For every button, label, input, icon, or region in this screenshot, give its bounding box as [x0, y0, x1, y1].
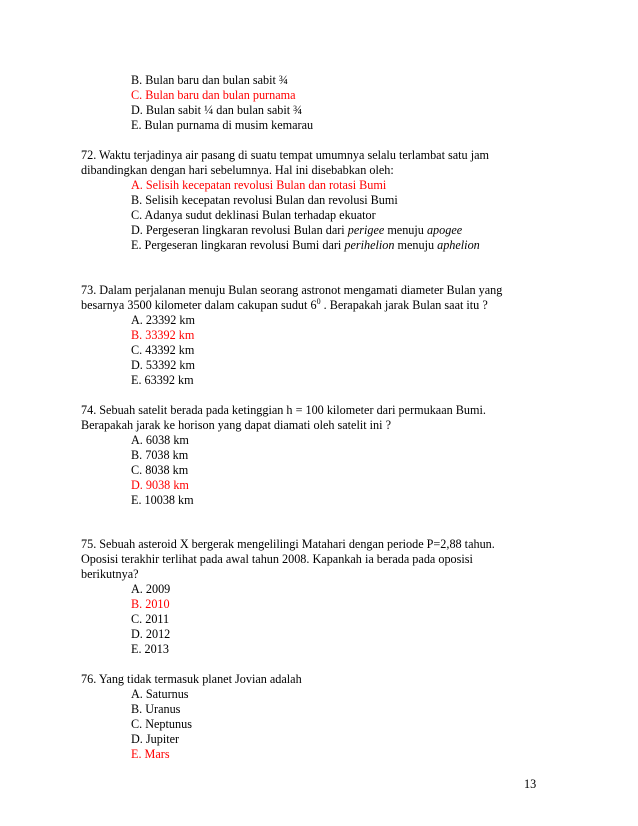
q72-text-line-2: dibandingkan dengan hari sebelumnya. Hal ini disebabkan oleh:: [81, 163, 394, 177]
q72-option-e-mid: menuju: [394, 238, 438, 252]
q73-option-d: D. 53392 km: [131, 358, 195, 372]
q76-option-d: D. Jupiter: [131, 732, 180, 746]
q75-option-c: C. 2011: [131, 612, 170, 626]
q73-text-line-2: [81, 298, 488, 313]
q72-option-e-pre: E. Pergeseran lingkaran revolusi Bumi dari: [131, 238, 345, 252]
q76-option-c: C. Neptunus: [131, 717, 192, 731]
q74-option-d-answer: D. 9038 km: [131, 478, 189, 492]
prev-option-d: D. Bulan sabit ¼ dan bulan sabit ¾: [131, 103, 303, 117]
q72-option-d-apogee: apogee: [426, 223, 463, 237]
q75-text-line-2: Oposisi terakhir terlihat pada awal tahun 2008. Kapankah ia berada pada oposisi: [81, 552, 473, 566]
q73-text-line-1: 73. Dalam perjalanan menuju Bulan seorang astronot mengamati diameter Bulan yang: [81, 283, 503, 297]
prev-option-b: B. Bulan baru dan bulan sabit ¾: [131, 73, 289, 87]
q75-option-e: E. 2013: [131, 642, 169, 656]
q73-option-e: E. 63392 km: [131, 373, 194, 387]
q74-text-line-1: 74. Sebuah satelit berada pada ketinggian h = 100 kilometer dari permukaan Bumi.: [81, 403, 486, 417]
q75-option-b-answer: B. 2010: [131, 597, 170, 611]
q72-option-d: [131, 223, 462, 238]
q73-option-a: A. 23392 km: [131, 313, 195, 327]
q75-option-a: A. 2009: [131, 582, 171, 596]
page-number: 13: [524, 777, 537, 791]
q74-option-e: E. 10038 km: [131, 493, 194, 507]
q75-option-d: D. 2012: [131, 627, 171, 641]
q72-text-line-1: 72. Waktu terjadinya air pasang di suatu tempat umumnya selalu terlambat satu jam: [81, 148, 489, 162]
q72-option-d-perigee: perigee: [347, 223, 385, 237]
q73-line-2-pre: besarnya 3500 kilometer dalam cakupan sudut 6: [81, 298, 317, 312]
q73-degree-superscript: 0: [316, 297, 321, 306]
q76-option-e-answer: E. Mars: [131, 747, 170, 761]
q72-option-b: B. Selisih kecepatan revolusi Bulan dan revolusi Bumi: [131, 193, 398, 207]
q73-option-b-answer: B. 33392 km: [131, 328, 195, 342]
q72-option-e: [131, 238, 480, 253]
q72-option-e-aphelion: aphelion: [437, 238, 480, 252]
q74-option-a: A. 6038 km: [131, 433, 189, 447]
q74-option-c: C. 8038 km: [131, 463, 189, 477]
q75-text-line-3: berikutnya?: [81, 567, 139, 581]
q76-text-line-1: 76. Yang tidak termasuk planet Jovian adalah: [81, 672, 302, 686]
q72-option-d-pre: D. Pergeseran lingkaran revolusi Bulan dari: [131, 223, 348, 237]
prev-option-c-answer: C. Bulan baru dan bulan purnama: [131, 88, 296, 102]
q75-text-line-1: 75. Sebuah asteroid X bergerak mengelilingi Matahari dengan periode P=2,88 tahun.: [81, 537, 495, 551]
q73-option-c: C. 43392 km: [131, 343, 195, 357]
q74-text-line-2: Berapakah jarak ke horison yang dapat diamati oleh satelit ini ?: [81, 418, 391, 432]
q74-option-b: B. 7038 km: [131, 448, 189, 462]
q72-option-a-answer: A. Selisih kecepatan revolusi Bulan dan rotasi Bumi: [131, 178, 387, 192]
prev-option-e: E. Bulan purnama di musim kemarau: [131, 118, 314, 132]
q72-option-c: C. Adanya sudut deklinasi Bulan terhadap ekuator: [131, 208, 376, 222]
q73-line-2-post: . Berapakah jarak Bulan saat itu ?: [320, 298, 488, 312]
q76-option-b: B. Uranus: [131, 702, 181, 716]
q72-option-d-mid: menuju: [384, 223, 427, 237]
q76-option-a: A. Saturnus: [131, 687, 189, 701]
q72-option-e-perihelion: perihelion: [344, 238, 395, 252]
